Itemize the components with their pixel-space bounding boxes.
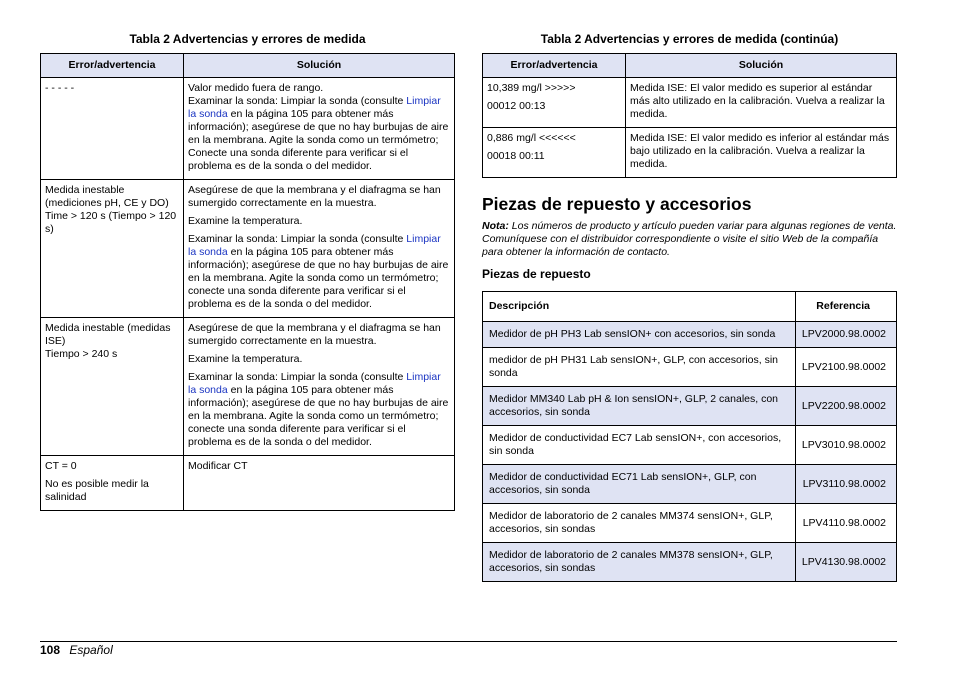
spare-parts-table — [482, 291, 897, 582]
error-cell: Medida inestable (medidas ISE) Tiempo > 240 s — [41, 318, 184, 456]
table-row — [41, 456, 455, 511]
solution-cell: Medida ISE: El valor medido es inferior al estándar más bajo utilizado en la calibración. Vuelva a realizar la medida. — [626, 128, 897, 178]
part-description: Medidor de laboratorio de 2 canales MM378 sensION+, GLP, accesorios, sin sondas — [483, 543, 796, 582]
part-reference: LPV2100.98.0002 — [795, 348, 896, 387]
solution-cell: Asegúrese de que la membrana y el diafragma se han sumergido correctamente en la muestra. Examine la temperatura. Examinar la sonda: Limpiar la sonda (consulte Limpiar la sonda en la página 105 para obtener más información); asegúrese de que no hay burbujas de aire en la membrana. Agite la sonda como un termómetro; conecte una sonda diferente para verificar si el problema es de la sonda o del medidor. — [184, 180, 455, 318]
table-row — [41, 318, 455, 456]
error-cell: 0,886 mg/l <<<<<< 00018 00:11 — [483, 128, 626, 178]
part-description: Medidor de conductividad EC71 Lab sensION+, GLP, con accesorios, sin sonda — [483, 465, 796, 504]
right-column — [482, 32, 897, 582]
left-column — [40, 32, 455, 511]
column-header-reference: Referencia — [795, 292, 896, 322]
subsection-title: Piezas de repuesto — [482, 267, 591, 281]
note-label: Nota: — [482, 220, 509, 232]
table-row — [483, 387, 897, 426]
note-text: Los números de producto y artículo pueden variar para algunas regiones de venta. Comuníquese con el distribuidor correspondiente o visite el sitio Web de la compañía para obtener la información de contacto. — [482, 220, 897, 258]
part-reference: LPV3010.98.0002 — [795, 426, 896, 465]
part-description: Medidor de conductividad EC7 Lab sensION+, con accesorios, sin sonda — [483, 426, 796, 465]
solution-cell: Asegúrese de que la membrana y el diafragma se han sumergido correctamente en la muestra. Examine la temperatura. Examinar la sonda: Limpiar la sonda (consulte Limpiar la sonda en la página 105 para obtener más información); asegúrese de que no hay burbujas de aire en la membrana. Agite la sonda como un termómetro; conecte una sonda diferente para verificar si el problema es de la sonda o del medidor. — [184, 318, 455, 456]
table-row — [483, 465, 897, 504]
column-header-solution: Solución — [184, 54, 455, 78]
table-row — [41, 78, 455, 180]
table-row — [483, 128, 897, 178]
table-row — [483, 322, 897, 348]
errors-table-continued-body — [483, 78, 897, 178]
part-description: Medidor de laboratorio de 2 canales MM374 sensION+, GLP, accesorios, sin sondas — [483, 504, 796, 543]
section-title: Piezas de repuesto y accesorios — [482, 194, 752, 214]
table-row — [483, 348, 897, 387]
error-cell: CT = 0 No es posible medir la salinidad — [41, 456, 184, 511]
part-reference: LPV2200.98.0002 — [795, 387, 896, 426]
error-cell: 10,389 mg/l >>>>> 00012 00:13 — [483, 78, 626, 128]
page-number: 108 — [40, 643, 61, 657]
note — [482, 220, 897, 259]
footer-divider — [40, 641, 897, 642]
column-header-solution: Solución — [626, 54, 897, 78]
table-caption: Tabla 2 Advertencias y errores de medida — [129, 32, 366, 46]
spare-parts-table-body — [483, 322, 897, 582]
table-row — [483, 426, 897, 465]
column-header-error: Error/advertencia — [41, 54, 184, 78]
part-description: Medidor de pH PH3 Lab sensION+ con accesorios, sin sonda — [483, 322, 796, 348]
cross-reference-link[interactable]: Limpiar la sonda — [188, 371, 441, 396]
part-description: Medidor MM340 Lab pH & Ion sensION+, GLP, 2 canales, con accesorios, sin sonda — [483, 387, 796, 426]
column-header-description: Descripción — [483, 292, 796, 322]
table-row — [41, 180, 455, 318]
solution-cell: Medida ISE: El valor medido es superior al estándar más alto utilizado en la calibración. Vuelva a realizar la medida. — [626, 78, 897, 128]
errors-table-body — [41, 78, 455, 511]
solution-cell: Valor medido fuera de rango. Examinar la sonda: Limpiar la sonda (consulte Limpiar la sonda en la página 105 para obtener más información); asegúrese de que no hay burbujas de aire en la membrana. Agite la sonda como un termómetro; Conecte una sonda diferente para verificar si el problema es de la sonda o del medidor. — [184, 78, 455, 180]
footer-language: Español — [69, 643, 113, 657]
cross-reference-link[interactable]: Limpiar la sonda — [188, 95, 441, 120]
page-footer — [40, 643, 113, 658]
cross-reference-link[interactable]: Limpiar la sonda — [188, 233, 441, 258]
error-cell: - - - - - — [41, 78, 184, 180]
table-caption-continued: Tabla 2 Advertencias y errores de medida (continúa) — [540, 32, 839, 46]
table-row — [483, 543, 897, 582]
error-cell: Medida inestable (mediciones pH, CE y DO) Time > 120 s (Tiempo > 120 s) — [41, 180, 184, 318]
part-reference: LPV4130.98.0002 — [795, 543, 896, 582]
part-description: medidor de pH PH31 Lab sensION+, GLP, con accesorios, sin sonda — [483, 348, 796, 387]
solution-cell: Modificar CT — [184, 456, 455, 511]
errors-table — [40, 53, 455, 511]
table-row — [483, 78, 897, 128]
errors-table-continued — [482, 53, 897, 178]
part-reference: LPV4110.98.0002 — [795, 504, 896, 543]
table-row — [483, 504, 897, 543]
part-reference: LPV2000.98.0002 — [795, 322, 896, 348]
part-reference: LPV3110.98.0002 — [795, 465, 896, 504]
column-header-error: Error/advertencia — [483, 54, 626, 78]
